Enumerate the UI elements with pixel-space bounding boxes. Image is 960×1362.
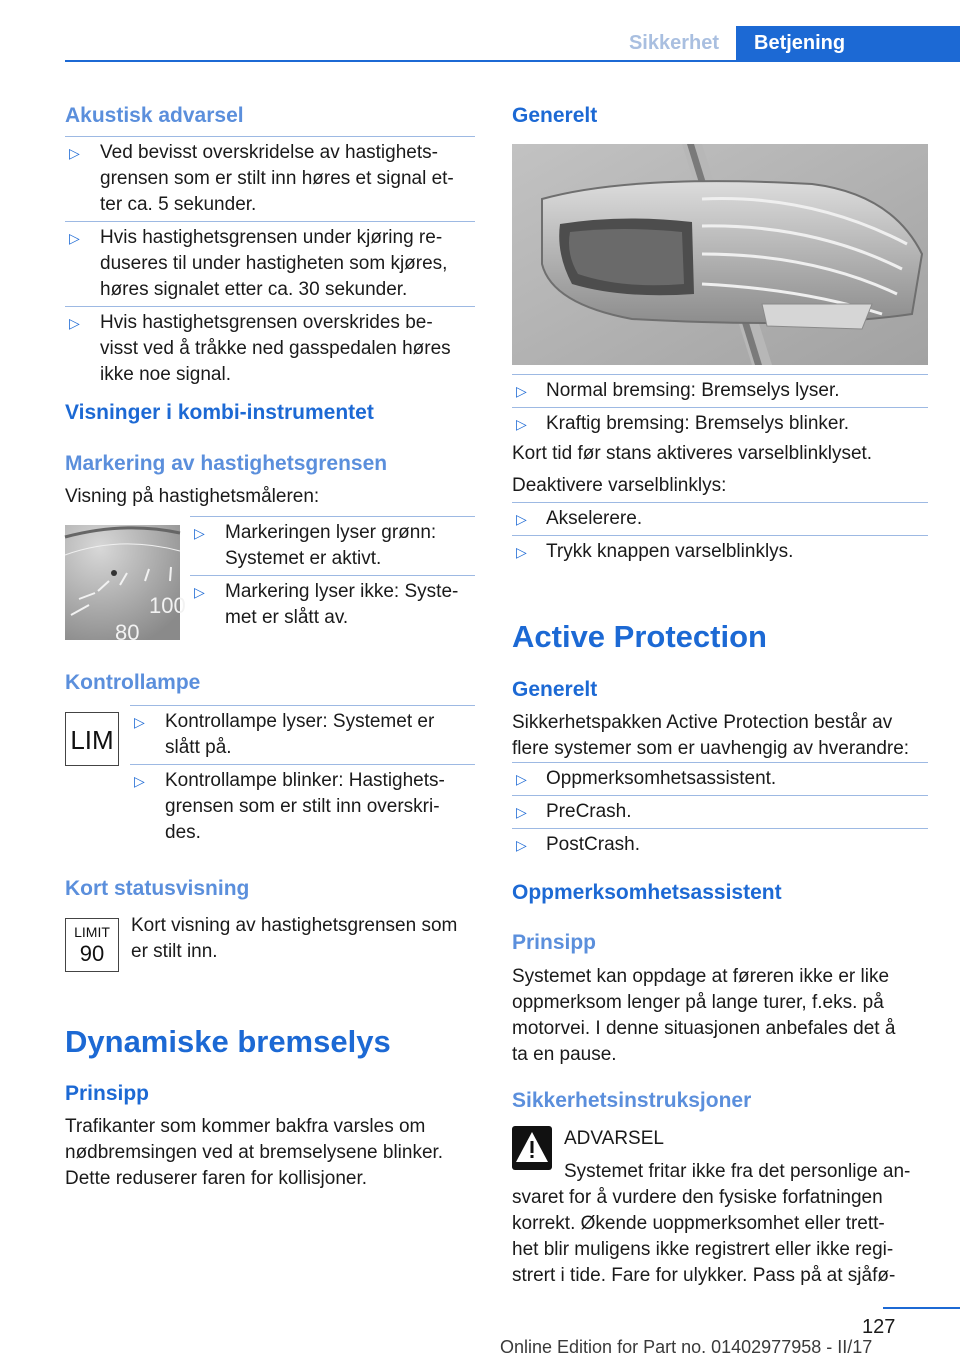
- tab-safety[interactable]: Sikkerhet: [628, 32, 720, 54]
- bullet-triangle-icon: ▷: [194, 525, 205, 541]
- markering-intro: Visning på hastighetsmåleren:: [65, 486, 320, 507]
- limit-icon-value: 90: [79, 941, 105, 966]
- list-item: Kontrollampe lyser: Systemet er slått på.: [165, 711, 435, 758]
- generelt-text-1: Kort tid før stans aktiveres varselblinklyset.: [512, 443, 873, 464]
- list-separator: [512, 535, 928, 536]
- heading-generelt: Generelt: [512, 104, 598, 127]
- bullet-triangle-icon: ▷: [516, 416, 527, 432]
- list-item: Trykk knappen varselblinklys.: [546, 541, 794, 562]
- lim-icon-text: LIM: [70, 725, 114, 755]
- bullet-triangle-icon: ▷: [516, 383, 527, 399]
- list-separator: [512, 374, 928, 375]
- list-separator: [65, 136, 475, 137]
- limit-indicator-icon: [65, 918, 119, 972]
- list-item: Ved bevisst overskridelse av hastighets- grensen som er stilt inn høres et signal et- ter ca. 5 sekunder.: [100, 142, 454, 215]
- list-item: Kraftig bremsing: Bremselys blinker.: [546, 413, 850, 434]
- list-separator: [190, 516, 475, 517]
- tab-operation[interactable]: Betjening: [736, 26, 960, 60]
- list-item: Markering lyser ikke: Syste- met er slått av.: [225, 581, 459, 628]
- list-separator: [512, 502, 928, 503]
- list-separator: [512, 795, 928, 796]
- bullet-triangle-icon: ▷: [134, 773, 145, 789]
- list-item: PreCrash.: [546, 801, 632, 822]
- list-separator: [65, 306, 475, 307]
- list-item: Kontrollampe blinker: Hastighets- grensen som er stilt inn overskri- des.: [165, 770, 445, 843]
- bullet-triangle-icon: ▷: [516, 511, 527, 527]
- list-separator: [190, 575, 475, 576]
- tail-light-image: [512, 144, 928, 365]
- heading-visninger: Visninger i kombi-instrumentet: [65, 401, 374, 424]
- warning-triangle-icon: [512, 1126, 552, 1170]
- edition-footer: Online Edition for Part no. 01402977958 - II/17: [500, 1337, 873, 1357]
- list-separator: [512, 762, 928, 763]
- heading-sikkerhetsinstruksjoner: Sikkerhetsinstruksjoner: [512, 1089, 752, 1112]
- warning-label: ADVARSEL: [564, 1128, 664, 1149]
- heading-prinsipp: Prinsipp: [65, 1082, 150, 1105]
- speedometer-image: [65, 525, 186, 645]
- warning-text: svaret for å vurdere den fysiske forfatningen korrekt. Økende uoppmerksomhet eller trett- het blir muligens ikke registrert eller ikke regi- strert i tide. Fare for ulykker. Pass på at sjåfø-: [512, 1187, 896, 1286]
- list-item: Oppmerksomhetsassistent.: [546, 768, 777, 789]
- limit-icon-label: LIMIT: [74, 924, 110, 940]
- list-separator: [130, 705, 475, 706]
- heading-kontrollampe: Kontrollampe: [65, 671, 201, 694]
- list-item: Normal bremsing: Bremselys lyser.: [546, 380, 840, 401]
- list-separator: [512, 407, 928, 408]
- kort-text: Kort visning av hastighetsgrensen som er stilt inn.: [131, 915, 458, 962]
- list-item: Hvis hastighetsgrensen under kjøring re- duseres til under hastigheten som kjøres, høres signalet etter ca. 30 sekunder.: [100, 227, 448, 300]
- speedo-label-100: 100: [149, 593, 186, 618]
- heading-ap-generelt: Generelt: [512, 678, 598, 701]
- prinsipp-text: Trafikanter som kommer bakfra varsles om nødbremsingen ved at bremselysene blinker. Dette reduserer faren for kollisjoner.: [65, 1116, 444, 1189]
- heading-kort-statusvisning: Kort statusvisning: [65, 877, 250, 900]
- list-item: Hvis hastighetsgrensen overskrides be- visst ved å tråkke ned gasspedalen høres ikke noe signal.: [100, 312, 451, 385]
- bullet-triangle-icon: ▷: [516, 544, 527, 560]
- header-rule: [65, 60, 960, 62]
- lim-indicator-icon: [65, 712, 119, 766]
- bullet-triangle-icon: ▷: [69, 315, 80, 331]
- list-item: Markeringen lyser grønn: Systemet er aktivt.: [225, 522, 437, 569]
- page-number: 127: [862, 1316, 896, 1338]
- bullet-triangle-icon: ▷: [516, 804, 527, 820]
- speedo-label-80: 80: [115, 620, 140, 645]
- generelt-text-2: Deaktivere varselblinklys:: [512, 475, 727, 496]
- heading-opp-prinsipp: Prinsipp: [512, 931, 597, 954]
- list-item: PostCrash.: [546, 834, 640, 855]
- list-separator: [130, 764, 475, 765]
- footer-rule: [883, 1307, 960, 1309]
- bullet-triangle-icon: ▷: [516, 837, 527, 853]
- ap-text: Sikkerhetspakken Active Protection består av flere systemer som er uavhengig av hverandre:: [512, 712, 910, 759]
- list-item: Akselerere.: [546, 508, 643, 529]
- bullet-triangle-icon: ▷: [134, 714, 145, 730]
- bullet-triangle-icon: ▷: [69, 230, 80, 246]
- list-separator: [512, 828, 928, 829]
- heading-dynamiske-bremselys: Dynamiske bremselys: [65, 1024, 391, 1059]
- bullet-triangle-icon: ▷: [69, 145, 80, 161]
- heading-akustisk-advarsel: Akustisk advarsel: [65, 104, 244, 127]
- bullet-triangle-icon: ▷: [516, 771, 527, 787]
- opp-text: Systemet kan oppdage at føreren ikke er like oppmerksom lenger på lange turer, f.eks. på motorvei. I denne situasjonen anbefales det å ta en pause.: [512, 966, 896, 1065]
- heading-active-protection: Active Protection: [512, 619, 767, 654]
- heading-oppmerksomhetsassistent: Oppmerksomhetsassistent: [512, 881, 782, 904]
- warning-text-line-1: Systemet fritar ikke fra det personlige an-: [564, 1161, 911, 1182]
- list-separator: [65, 221, 475, 222]
- heading-markering: Markering av hastighetsgrensen: [65, 452, 388, 475]
- bullet-triangle-icon: ▷: [194, 584, 205, 600]
